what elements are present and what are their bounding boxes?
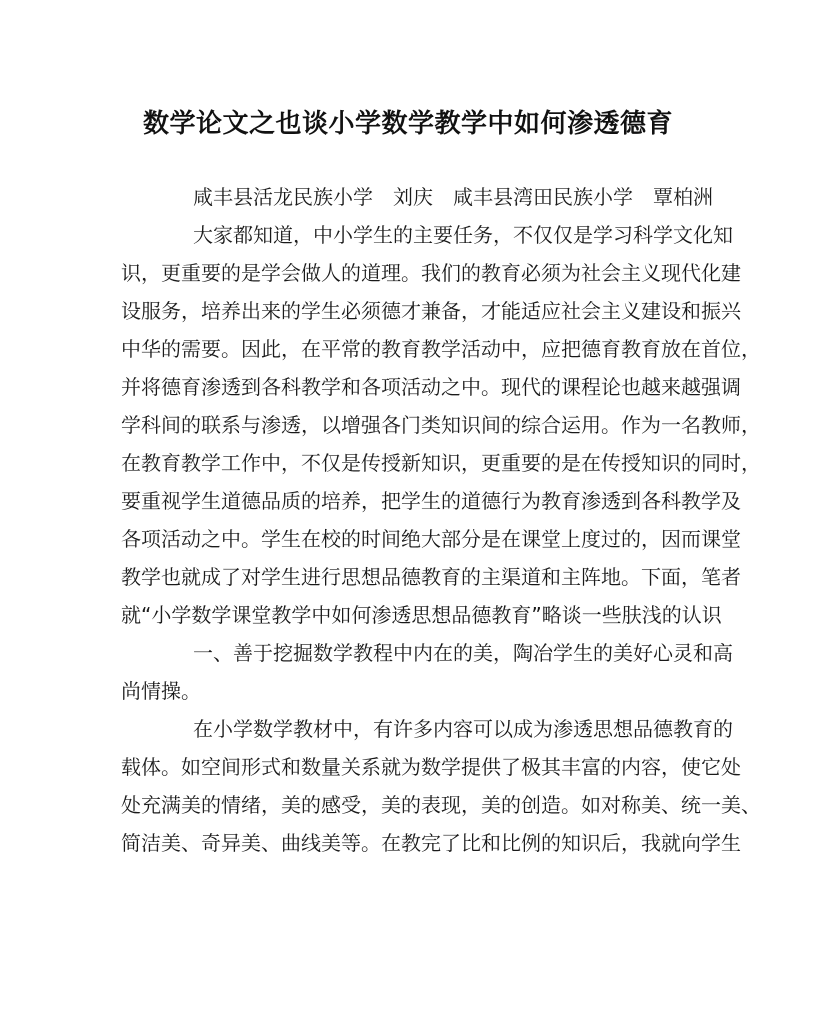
paragraph-line: 各项活动之中。学生在校的时间绝大部分是在课堂上度过的，因而课堂 xyxy=(121,527,741,551)
paragraph-line: 识，更重要的是学会做人的道理。我们的教育必须为社会主义现代化建 xyxy=(121,261,741,285)
paragraph-line: 设服务，培养出来的学生必须德才兼备，才能适应社会主义建设和振兴 xyxy=(121,299,741,323)
paragraph-line: 大家都知道，中小学生的主要任务，不仅仅是学习科学文化知 xyxy=(193,223,733,247)
paragraph-line: 学科间的联系与渗透，以增强各门类知识间的综合运用。作为一名教师， xyxy=(121,413,761,437)
section-heading-line: 一、善于挖掘数学教程中内在的美，陶冶学生的美好心灵和高 xyxy=(193,641,733,665)
paragraph-line: 在小学数学教材中，有许多内容可以成为渗透思想品德教育的 xyxy=(193,717,733,741)
byline: 咸丰县活龙民族小学 刘庆 咸丰县湾田民族小学 覃柏洲 xyxy=(193,185,713,209)
paragraph-line: 在教育教学工作中，不仅是传授新知识，更重要的是在传授知识的同时， xyxy=(121,451,761,475)
paragraph-line: 就“小学数学课堂教学中如何渗透思想品德教育”略谈一些肤浅的认识 xyxy=(121,603,722,627)
paragraph-line: 简洁美、奇异美、曲线美等。在教完了比和比例的知识后，我就向学生 xyxy=(121,831,741,855)
document-title: 数学论文之也谈小学数学教学中如何渗透德育 xyxy=(142,109,673,139)
paragraph-line: 要重视学生道德品质的培养，把学生的道德行为教育渗透到各科教学及 xyxy=(121,489,741,513)
paragraph-line: 载体。如空间形式和数量关系就为数学提供了极其丰富的内容，使它处 xyxy=(121,755,741,779)
paragraph-line: 并将德育渗透到各科教学和各项活动之中。现代的课程论也越来越强调 xyxy=(121,375,741,399)
paragraph-line: 中华的需要。因此，在平常的教育教学活动中，应把德育教育放在首位， xyxy=(121,337,761,361)
section-heading-line: 尚情操。 xyxy=(121,679,201,703)
document-body xyxy=(121,178,761,862)
paragraph-line: 处充满美的情绪，美的感受，美的表现，美的创造。如对称美、统一美、 xyxy=(121,793,761,817)
paragraph-line: 教学也就成了对学生进行思想品德教育的主渠道和主阵地。下面，笔者 xyxy=(121,565,741,589)
